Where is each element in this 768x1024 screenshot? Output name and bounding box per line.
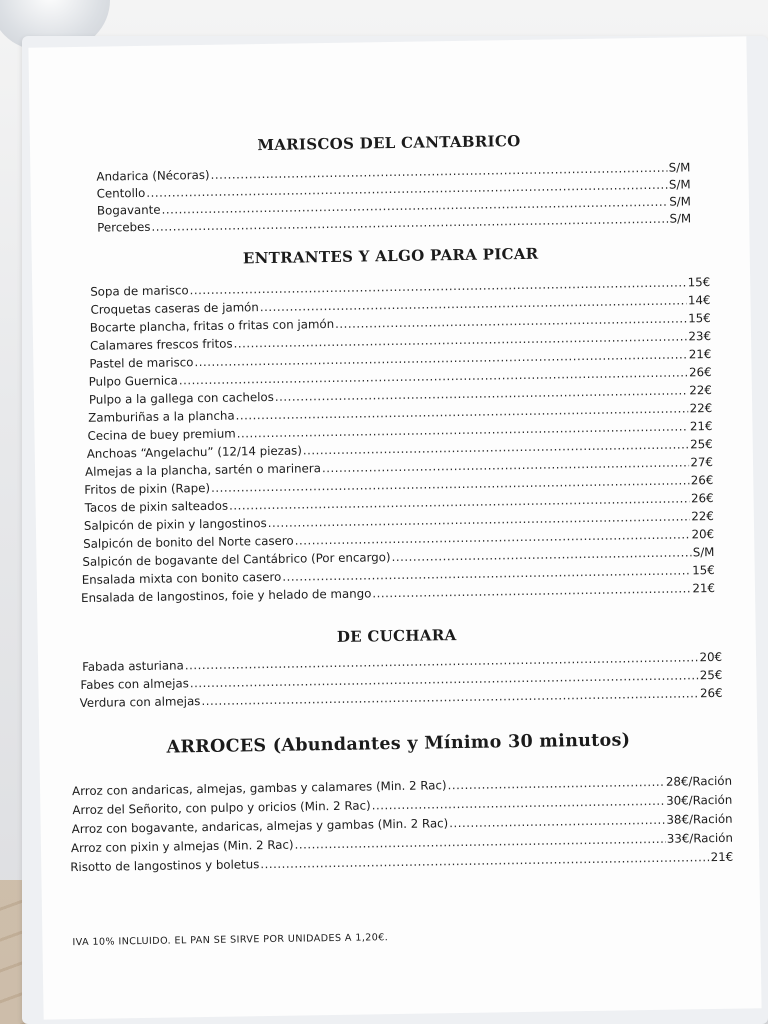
item-name: Salpicón de pixin y langostinos [83, 516, 267, 533]
leader-dots [447, 774, 665, 794]
item-name: Verdura con almejas [79, 694, 201, 710]
section-title-arroces: ARROCES (Abundantes y Mínimo 30 minutos) [166, 730, 631, 758]
item-price: 15€ [692, 562, 715, 578]
item-price: 15€ [687, 275, 711, 290]
item-price: 22€ [689, 401, 713, 416]
item-name: Arroz con bogavante, andaricas, almejas y gambas (Min. 2 Rac) [71, 816, 449, 837]
item-name: Sopa de marisco [90, 283, 189, 299]
item-price: 21€ [689, 419, 713, 434]
item-name: Arroz del Señorito, con pulpo y oricios (Min. 2 Rac) [72, 798, 371, 818]
item-name: Bocarte plancha, fritas o fritas con jamón [89, 316, 335, 335]
item-name: Pulpo Guernica [88, 373, 178, 389]
leader-dots [372, 580, 691, 602]
item-name: Anchoas “Angelachu” (12/14 piezas) [86, 443, 302, 461]
item-price: 21€ [688, 347, 712, 362]
item-price: 21€ [710, 849, 734, 865]
item-name: Bogavante [96, 202, 161, 218]
item-price: S/M [668, 160, 691, 175]
item-price: 26€ [690, 472, 714, 488]
item-name: Calamares frescos fritos [89, 336, 233, 353]
item-price: S/M [669, 211, 692, 226]
item-price: 20€ [699, 649, 723, 665]
item-name: Fabada asturiana [82, 658, 184, 674]
item-name: Arroz con pixin y almejas (Min. 2 Rac) [70, 837, 294, 856]
leader-dots [372, 793, 666, 815]
item-price: 26€ [688, 365, 712, 380]
section-title-entrantes: ENTRANTES Y ALGO PARA PICAR [242, 244, 539, 268]
section-title-mariscos: MARISCOS DEL CANTABRICO [257, 131, 521, 155]
menu-sheet [28, 36, 761, 1019]
item-price: 20€ [691, 526, 715, 542]
item-name: Fabes con almejas [80, 676, 189, 692]
leader-dots [449, 812, 666, 832]
item-name: Risotto de langostinos y boletus [70, 857, 260, 875]
item-name: Croquetas caseras de jamón [90, 300, 259, 317]
item-name: Tacos de pixin salteados [84, 498, 229, 515]
item-name: Percebes [97, 219, 151, 235]
item-price: S/M [669, 194, 692, 209]
item-price: 27€ [690, 454, 714, 470]
item-price: 33€/Ración [666, 830, 734, 846]
item-name: Salpicón de bonito del Norte casero [83, 533, 294, 551]
section-title-cuchara: DE CUCHARA [336, 626, 457, 646]
item-name: Cecina de buey premium [87, 426, 236, 443]
item-price: 22€ [691, 508, 714, 524]
item-name: Zamburiñas a la plancha [88, 408, 235, 425]
item-price: S/M [668, 177, 691, 192]
item-price: 25€ [699, 667, 723, 683]
item-name: Salpicón de bogavante del Cantábrico (Por encargo) [82, 550, 391, 569]
item-name: Andarica (Nécoras) [96, 167, 210, 184]
item-price: 38€/Ración [666, 811, 733, 827]
item-name: Arroz con andaricas, almejas, gambas y calamares (Min. 2 Rac) [71, 778, 447, 799]
item-name: Almejas a la plancha, sartén o marinera [84, 461, 322, 479]
item-price: 15€ [688, 311, 711, 326]
item-name: Fritos de pixin (Rape) [84, 480, 211, 497]
item-name: Centollo [96, 185, 146, 201]
item-price: 25€ [690, 436, 713, 452]
item-name: Pulpo a la gallega con cachelos [88, 389, 274, 407]
item-price: 21€ [692, 580, 716, 596]
item-price: 26€ [690, 490, 714, 506]
item-price: 23€ [688, 329, 712, 344]
item-name: Ensalada de langostinos, foie y helado de mango [80, 586, 372, 605]
item-price: 28€/Ración [665, 773, 733, 789]
item-price: 22€ [689, 383, 712, 398]
item-price: S/M [692, 544, 715, 560]
item-name: Ensalada mixta con bonito casero [81, 569, 282, 587]
footer-note: IVA 10% INCLUIDO. EL PAN SE SIRVE POR UNIDADES A 1,20€. [72, 932, 389, 949]
item-price: 30€/Ración [666, 792, 733, 808]
item-price: 14€ [687, 293, 711, 308]
item-name: Pastel de marisco [89, 355, 194, 371]
item-price: 26€ [699, 685, 723, 701]
